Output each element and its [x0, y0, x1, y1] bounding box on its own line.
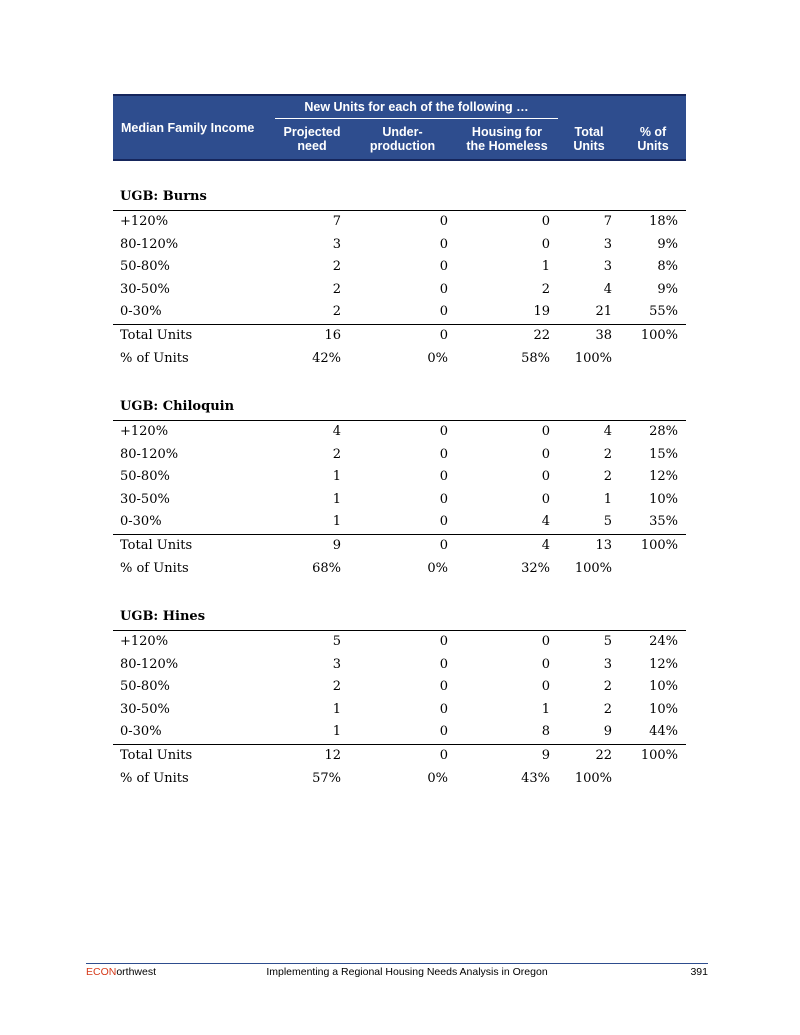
value-cell: 1 [332, 514, 341, 529]
row-label-cell: +120% [120, 424, 169, 439]
table-row [113, 654, 686, 677]
table-row [113, 234, 686, 257]
page-footer [86, 966, 708, 980]
section-spacer [113, 371, 686, 394]
footer-document-title: Implementing a Regional Housing Needs Analysis in Oregon [266, 966, 548, 978]
header-homeless-label: Housing for the Homeless [466, 125, 548, 153]
total-units-row [113, 534, 686, 557]
value-cell: 19 [533, 304, 551, 319]
value-cell: 22 [558, 744, 620, 767]
row-label-cell: 0-30% [120, 304, 162, 319]
row-label-cell: 30-50% [120, 491, 170, 507]
value-cell: 32% [521, 560, 551, 576]
value-cell: 0 [541, 656, 551, 672]
value-cell: 0 [439, 491, 448, 507]
value-cell: 100% [620, 324, 686, 347]
value-cell [620, 767, 686, 791]
section-spacer [113, 581, 686, 604]
value-cell: 2 [332, 281, 341, 297]
row-label-cell: 30-50% [120, 701, 170, 717]
value-cell: 7 [603, 214, 613, 229]
value-cell: 9 [456, 744, 558, 767]
value-cell: 3 [332, 656, 341, 672]
value-cell: 4 [603, 281, 613, 297]
value-cell: 0% [427, 350, 448, 366]
value-cell [620, 557, 686, 581]
value-cell: 9 [275, 534, 349, 557]
table-header [113, 95, 686, 160]
row-label-cell: 80-120% [120, 656, 179, 672]
row-label-cell: 50-80% [120, 679, 170, 694]
header-projected-need [275, 119, 349, 161]
value-cell: 5 [603, 514, 613, 529]
table-row [113, 301, 686, 324]
value-cell: 0 [439, 514, 448, 529]
value-cell: 0 [349, 744, 456, 767]
value-cell: 4 [603, 424, 613, 439]
row-label-cell: +120% [120, 634, 169, 649]
value-cell: 1 [541, 259, 551, 274]
section-title: UGB: Hines [113, 604, 686, 631]
housing-needs-table-wrapper [113, 94, 686, 791]
value-cell: 0 [541, 634, 551, 649]
table-row [113, 279, 686, 302]
section-spacer [113, 160, 686, 184]
value-cell: 0 [439, 424, 448, 439]
value-cell: 2 [541, 281, 551, 297]
value-cell: 5 [603, 634, 613, 649]
value-cell: 57% [312, 770, 341, 786]
value-cell: 12% [649, 469, 679, 484]
value-cell: 0 [439, 304, 448, 319]
header-total-units-label: Total Units [573, 125, 605, 153]
value-cell: 2 [332, 446, 341, 462]
value-cell: 12% [649, 656, 679, 672]
total-units-row [113, 324, 686, 347]
value-cell: 0 [439, 656, 448, 672]
value-cell: 12 [275, 744, 349, 767]
value-cell: 0 [439, 679, 448, 694]
value-cell: 1 [541, 701, 551, 717]
value-cell: 4 [456, 534, 558, 557]
table-row [113, 699, 686, 722]
section-title: UGB: Burns [113, 184, 686, 211]
value-cell: 1 [332, 491, 341, 507]
value-cell: 0 [439, 634, 448, 649]
value-cell: 2 [332, 259, 341, 274]
pct-units-row [113, 557, 686, 581]
value-cell: 0 [439, 446, 448, 462]
value-cell: 38 [558, 324, 620, 347]
table-row [113, 721, 686, 744]
page-number: 391 [690, 966, 708, 978]
table-row [113, 511, 686, 534]
header-group-new-units: New Units for each of the following … [275, 95, 558, 119]
pct-units-row [113, 767, 686, 791]
spacer-cell [113, 371, 686, 394]
value-cell: 2 [603, 679, 613, 694]
value-cell: 10% [649, 679, 679, 694]
header-pct-units [620, 95, 686, 160]
table-row [113, 211, 686, 234]
value-cell: 100% [574, 560, 613, 576]
value-cell: 0 [349, 534, 456, 557]
value-cell: 58% [521, 350, 551, 366]
value-cell: 44% [649, 724, 679, 739]
row-label-cell: Total Units [113, 324, 275, 347]
value-cell: 2 [332, 304, 341, 319]
value-cell: 0 [439, 281, 448, 297]
value-cell: 0 [541, 446, 551, 462]
value-cell: 0 [439, 214, 448, 229]
value-cell: 0% [427, 770, 448, 786]
spacer-cell [113, 160, 686, 184]
section-title: UGB: Chiloquin [113, 394, 686, 421]
value-cell: 1 [332, 469, 341, 484]
value-cell: 10% [649, 701, 679, 717]
value-cell: 100% [620, 744, 686, 767]
value-cell: 35% [649, 514, 679, 529]
value-cell: 0 [541, 491, 551, 507]
value-cell: 0 [541, 236, 551, 252]
value-cell: 10% [649, 491, 679, 507]
header-total-units [558, 95, 620, 160]
value-cell: 2 [603, 446, 613, 462]
value-cell: 21 [595, 304, 613, 319]
value-cell: 0 [541, 214, 551, 229]
value-cell: 3 [603, 236, 613, 252]
value-cell: 2 [332, 679, 341, 694]
footer-brand-econ: ECON [86, 966, 117, 978]
table-row [113, 489, 686, 512]
row-label-cell: 80-120% [120, 446, 179, 462]
value-cell: 9 [603, 724, 613, 739]
header-projected-need-label: Projected need [283, 125, 341, 153]
value-cell: 0% [427, 560, 448, 576]
value-cell: 0 [439, 259, 448, 274]
total-units-row [113, 744, 686, 767]
value-cell: 8 [541, 724, 551, 739]
value-cell: 13 [558, 534, 620, 557]
value-cell: 0 [439, 236, 448, 252]
value-cell: 3 [603, 656, 613, 672]
table-row [113, 466, 686, 489]
value-cell: 9% [657, 281, 679, 297]
table-row [113, 631, 686, 654]
spacer-cell [113, 581, 686, 604]
table-body [113, 160, 686, 791]
value-cell: 43% [521, 770, 551, 786]
row-label-cell: 0-30% [120, 724, 162, 739]
header-underproduction [349, 119, 456, 161]
value-cell: 100% [574, 770, 613, 786]
value-cell: 18% [649, 214, 679, 229]
row-label-cell: 50-80% [120, 259, 170, 274]
value-cell: 0 [439, 724, 448, 739]
value-cell: 22 [456, 324, 558, 347]
row-label-cell: % of Units [120, 560, 189, 576]
value-cell: 0 [439, 469, 448, 484]
header-median-family-income: Median Family Income [113, 95, 275, 160]
value-cell: 4 [332, 424, 341, 439]
row-label-cell: % of Units [120, 770, 189, 786]
row-label-cell: 50-80% [120, 469, 170, 484]
value-cell: 4 [541, 514, 551, 529]
footer-brand-rest: orthwest [116, 966, 157, 978]
table-row [113, 256, 686, 279]
value-cell: 0 [541, 469, 551, 484]
section-title-row [113, 184, 686, 211]
section-title-row [113, 604, 686, 631]
row-label-cell: 0-30% [120, 514, 162, 529]
value-cell: 16 [275, 324, 349, 347]
row-label-cell: % of Units [120, 350, 189, 366]
value-cell: 1 [332, 701, 341, 717]
pct-units-row [113, 347, 686, 371]
row-label-cell: 30-50% [120, 281, 170, 297]
header-underproduction-label: Under- production [369, 125, 436, 153]
value-cell: 7 [332, 214, 341, 229]
header-homeless [456, 119, 558, 161]
footer-rule [86, 963, 708, 964]
row-label-cell: +120% [120, 214, 169, 229]
value-cell: 5 [332, 634, 341, 649]
value-cell: 3 [603, 259, 613, 274]
value-cell: 100% [620, 534, 686, 557]
value-cell: 3 [332, 236, 341, 252]
value-cell: 24% [649, 634, 679, 649]
value-cell: 0 [439, 701, 448, 717]
value-cell: 0 [349, 324, 456, 347]
table-row [113, 444, 686, 467]
value-cell: 28% [649, 424, 679, 439]
table-row [113, 421, 686, 444]
value-cell: 2 [603, 469, 613, 484]
header-pct-units-label: % of Units [637, 125, 669, 153]
value-cell [620, 347, 686, 371]
value-cell: 15% [649, 446, 679, 462]
value-cell: 1 [603, 491, 613, 507]
row-label-cell: Total Units [113, 534, 275, 557]
row-label-cell: Total Units [113, 744, 275, 767]
value-cell: 55% [649, 304, 679, 319]
value-cell: 1 [332, 724, 341, 739]
value-cell: 100% [574, 350, 613, 366]
row-label-cell: 80-120% [120, 236, 179, 252]
section-title-row [113, 394, 686, 421]
table-row [113, 676, 686, 699]
value-cell: 0 [541, 679, 551, 694]
value-cell: 42% [312, 350, 341, 366]
value-cell: 68% [312, 560, 341, 576]
housing-needs-table [113, 94, 686, 791]
value-cell: 8% [657, 259, 679, 274]
value-cell: 0 [541, 424, 551, 439]
value-cell: 9% [657, 236, 679, 252]
value-cell: 2 [603, 701, 613, 717]
